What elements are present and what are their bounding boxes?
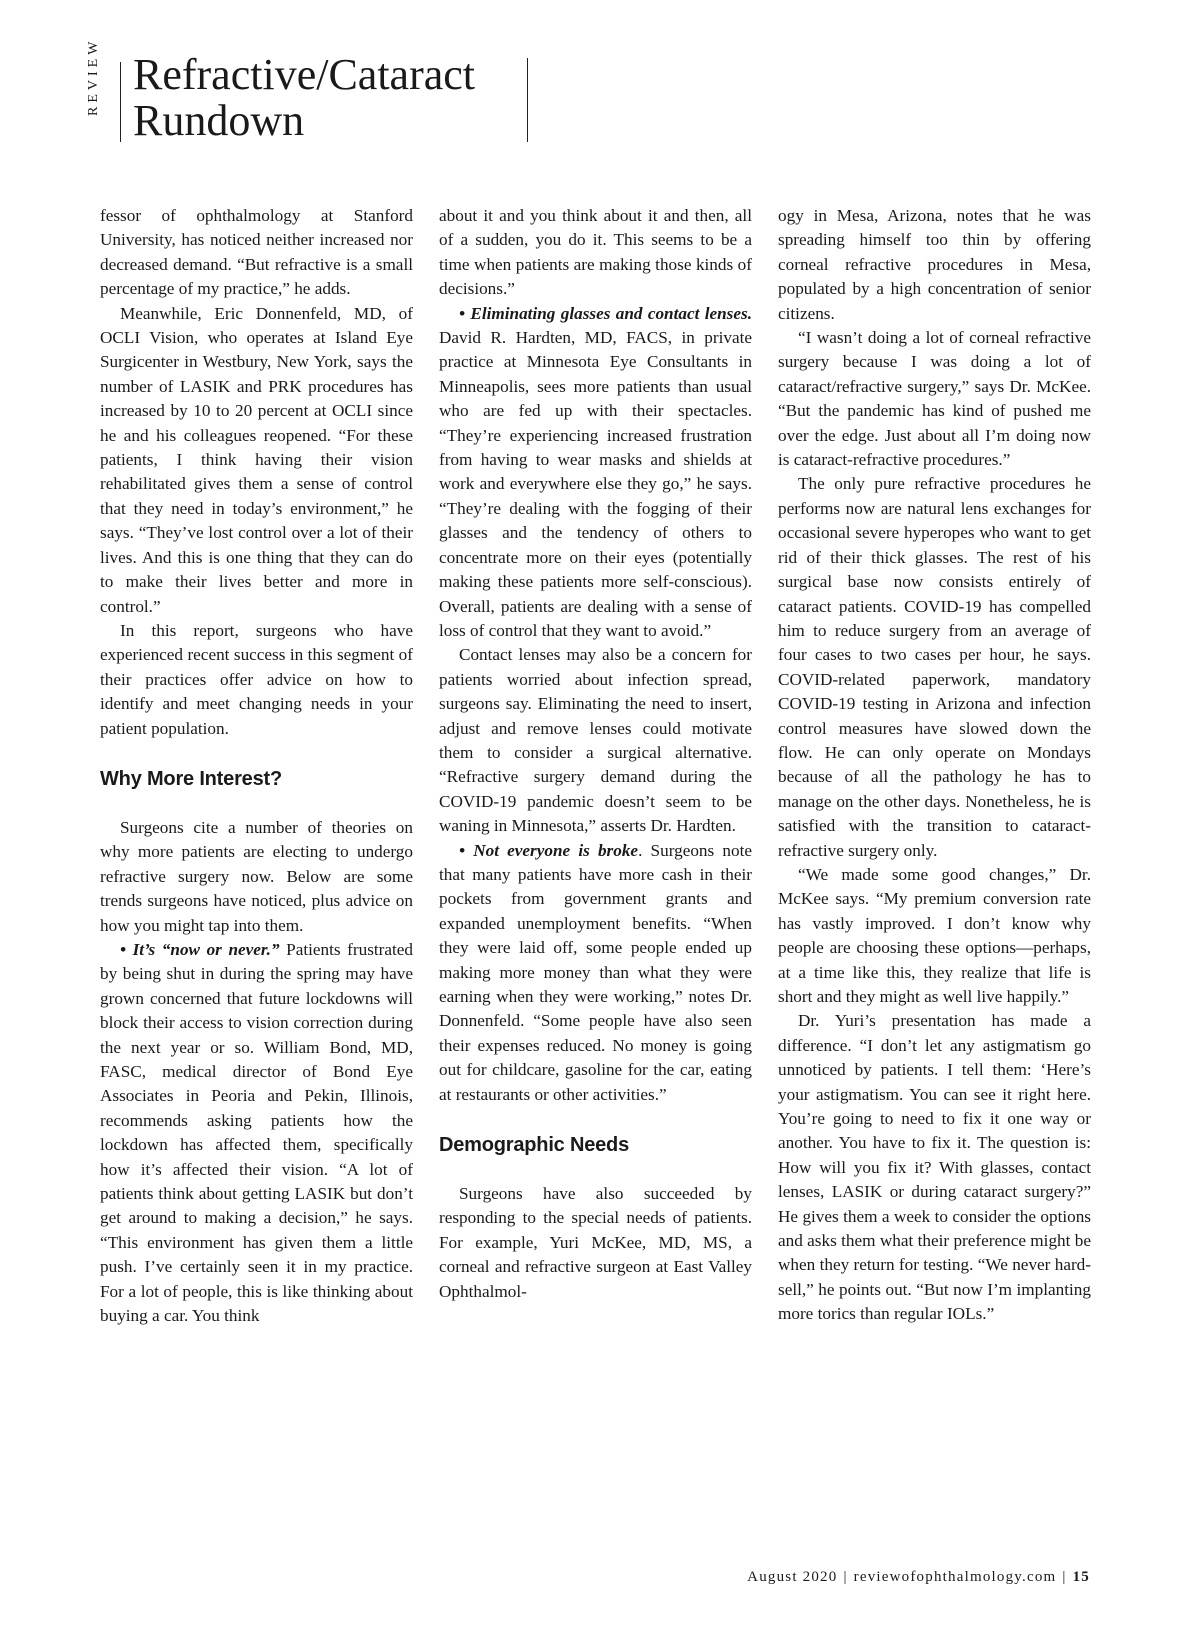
page-number: 15: [1072, 1569, 1090, 1585]
article-column-3: [778, 204, 1091, 1327]
bullet-lead: • Eliminating glasses and contact lenses.: [459, 303, 752, 323]
masthead: [86, 37, 528, 145]
paragraph: Contact lenses may also be a concern for patients worried about infection spread, surgeons say. Eliminating the need to insert, adjust and remove lenses could motivate them to consider a surgical alternative. “Refractive surgery demand during the COVID-19 pandemic doesn’t seem to be waning in Minnesota,” asserts Dr. Hardten.: [439, 645, 752, 836]
paragraph: “We made some good changes,” Dr. McKee says. “My premium conversion rate has vastly improved. I don’t know why people are choosing these options—perhaps, at a time like this, they realize that life is short and they might as well live happily.”: [778, 864, 1091, 1006]
paragraph: “I wasn’t doing a lot of corneal refractive surgery because I was doing a lot of cataract/refractive surgery,” says Dr. McKee. “But the pandemic has kind of pushed me over the edge. Just about all I’m doing now is cataract-refractive procedures.”: [778, 328, 1091, 470]
paragraph: The only pure refractive procedures he performs now are natural lens exchanges for occasional severe hyperopes who want to get rid of their thick glasses. The rest of his surgical base now consists entirely of cataract patients. COVID-19 has compelled him to reduce surgery from an average of four cases to two cases per hour, he says. COVID-related paperwork, mandatory COVID-19 testing in Arizona and infection control measures have slowed down the flow. He can only operate on Mondays because of all the pathology he has to manage on the other days. Nonetheless, he is satisfied with the transition to cataract-refractive surgery only.: [778, 474, 1091, 860]
paragraph: Meanwhile, Eric Donnenfeld, MD, of OCLI Vision, who operates at Island Eye Surgicenter in Westbury, New York, says the number of LASIK and PRK procedures has increased by 10 to 20 percent at OCLI since he and his colleagues reopened. “For these patients, I think having their vision rehabilitated gives them a sense of control that they need in today’s environment,” he says. “They’ve lost control over a lot of their lives. And this is one thing that they can do to make their lives better and more in control.”: [100, 303, 413, 616]
footer-date: August 2020: [747, 1569, 838, 1585]
paragraph: ogy in Mesa, Arizona, notes that he was spreading himself too thin by offering corneal refractive procedures in Mesa, populated by a high concentration of senior citizens.: [778, 206, 1091, 323]
footer-site: reviewofophthalmology.com: [853, 1569, 1057, 1585]
article-column-2: [439, 204, 752, 1304]
page-footer: [747, 1569, 1090, 1586]
section-heading-demographic-needs: Demographic Needs: [439, 1134, 629, 1157]
paragraph: In this report, surgeons who have experienced recent success in this segment of their practices offer advice on how to identify and meet changing needs in your patient population.: [100, 620, 413, 738]
bullet-paragraph: [439, 302, 752, 644]
bullet-text: . Surgeons note that many patients have more cash in their pockets from government grants and expanded unemployment benefits. “When they were laid off, some people ended up making more money than what they were earning when they were working,” notes Dr. Donnenfeld. “Some people have also seen their expenses reduced. No money is going out for childcare, gasoline for the car, eating at restaurants or other activities.”: [439, 840, 752, 1104]
bullet-lead: • It’s “now or never.”: [120, 939, 280, 959]
footer-separator: |: [843, 1569, 848, 1585]
bullet-paragraph: [439, 839, 752, 1107]
paragraph: Surgeons cite a number of theories on why more patients are electing to undergo refractive surgery now. Below are some trends surgeons have noticed, plus advice on how you might tap into them.: [100, 817, 413, 935]
section-tag: REVIEW: [86, 37, 101, 116]
page-title: [133, 52, 475, 144]
masthead-rule-left: [120, 62, 121, 142]
paragraph: Dr. Yuri’s presentation has made a difference. “I don’t let any astigmatism go unnoticed by patients. I tell them: ‘Here’s your astigmatism. You can see it right here. You’re going to need to fix it one way or another. You have to fix it. The question is: How will you fix it? With glasses, contact lenses, LASIK or during cataract surgery?” He gives them a week to consider the options and asks them what their preference might be when they return for testing. “We never hard-sell,” he points out. “But now I’m implanting more torics than regular IOLs.”: [778, 1011, 1091, 1324]
bullet-text: Patients frustrated by being shut in during the spring may have grown concerned that future lockdowns will block their access to vision correction during the next year or so. William Bond, MD, FASC, medical director of Bond Eye Associates in Peoria and Pekin, Illinois, recommends asking patients how the lockdown has affected them, specifically how it’s affected their vision. “A lot of patients think about getting LASIK but don’t get around to making a decision,” he says. “This environment has given them a little push. I’ve certainly seen it in my practice. For a lot of people, this is like thinking about buying a car. You think: [100, 939, 414, 1326]
paragraph: fessor of ophthalmology at Stanford University, has noticed neither increased nor decreased demand. “But refractive is a small percentage of my practice,” he adds.: [100, 206, 413, 299]
bullet-lead: • Not everyone is broke: [459, 840, 639, 860]
title-line-2: Rundown: [133, 96, 305, 145]
title-line-1: Refractive/Cataract: [133, 50, 476, 99]
article-column-1: [100, 204, 413, 1328]
bullet-text: David R. Hardten, MD, FACS, in private practice at Minnesota Eye Consultants in Minneapolis, sees more patients than usual who are fed up with their spectacles. “They’re experiencing increased frustration from having to wear masks and shields at work and everywhere else they go,” he says. “They’re dealing with the fogging of their glasses and the tendency of others to concentrate more on their eyes (potentially making these patients more self-conscious). Overall, patients are dealing with a sense of loss of control that they want to avoid.”: [439, 328, 752, 640]
paragraph: Surgeons have also succeeded by responding to the special needs of patients. For example, Yuri McKee, MD, MS, a corneal and refractive surgeon at East Valley Ophthalmol-: [439, 1184, 752, 1301]
masthead-rule-right: [527, 58, 528, 142]
paragraph: about it and you think about it and then, all of a sudden, you do it. This seems to be a time when patients are making those kinds of decisions.”: [439, 206, 752, 299]
bullet-paragraph: [100, 938, 413, 1329]
section-heading-why-more-interest: Why More Interest?: [100, 767, 282, 790]
footer-separator: |: [1062, 1569, 1067, 1585]
